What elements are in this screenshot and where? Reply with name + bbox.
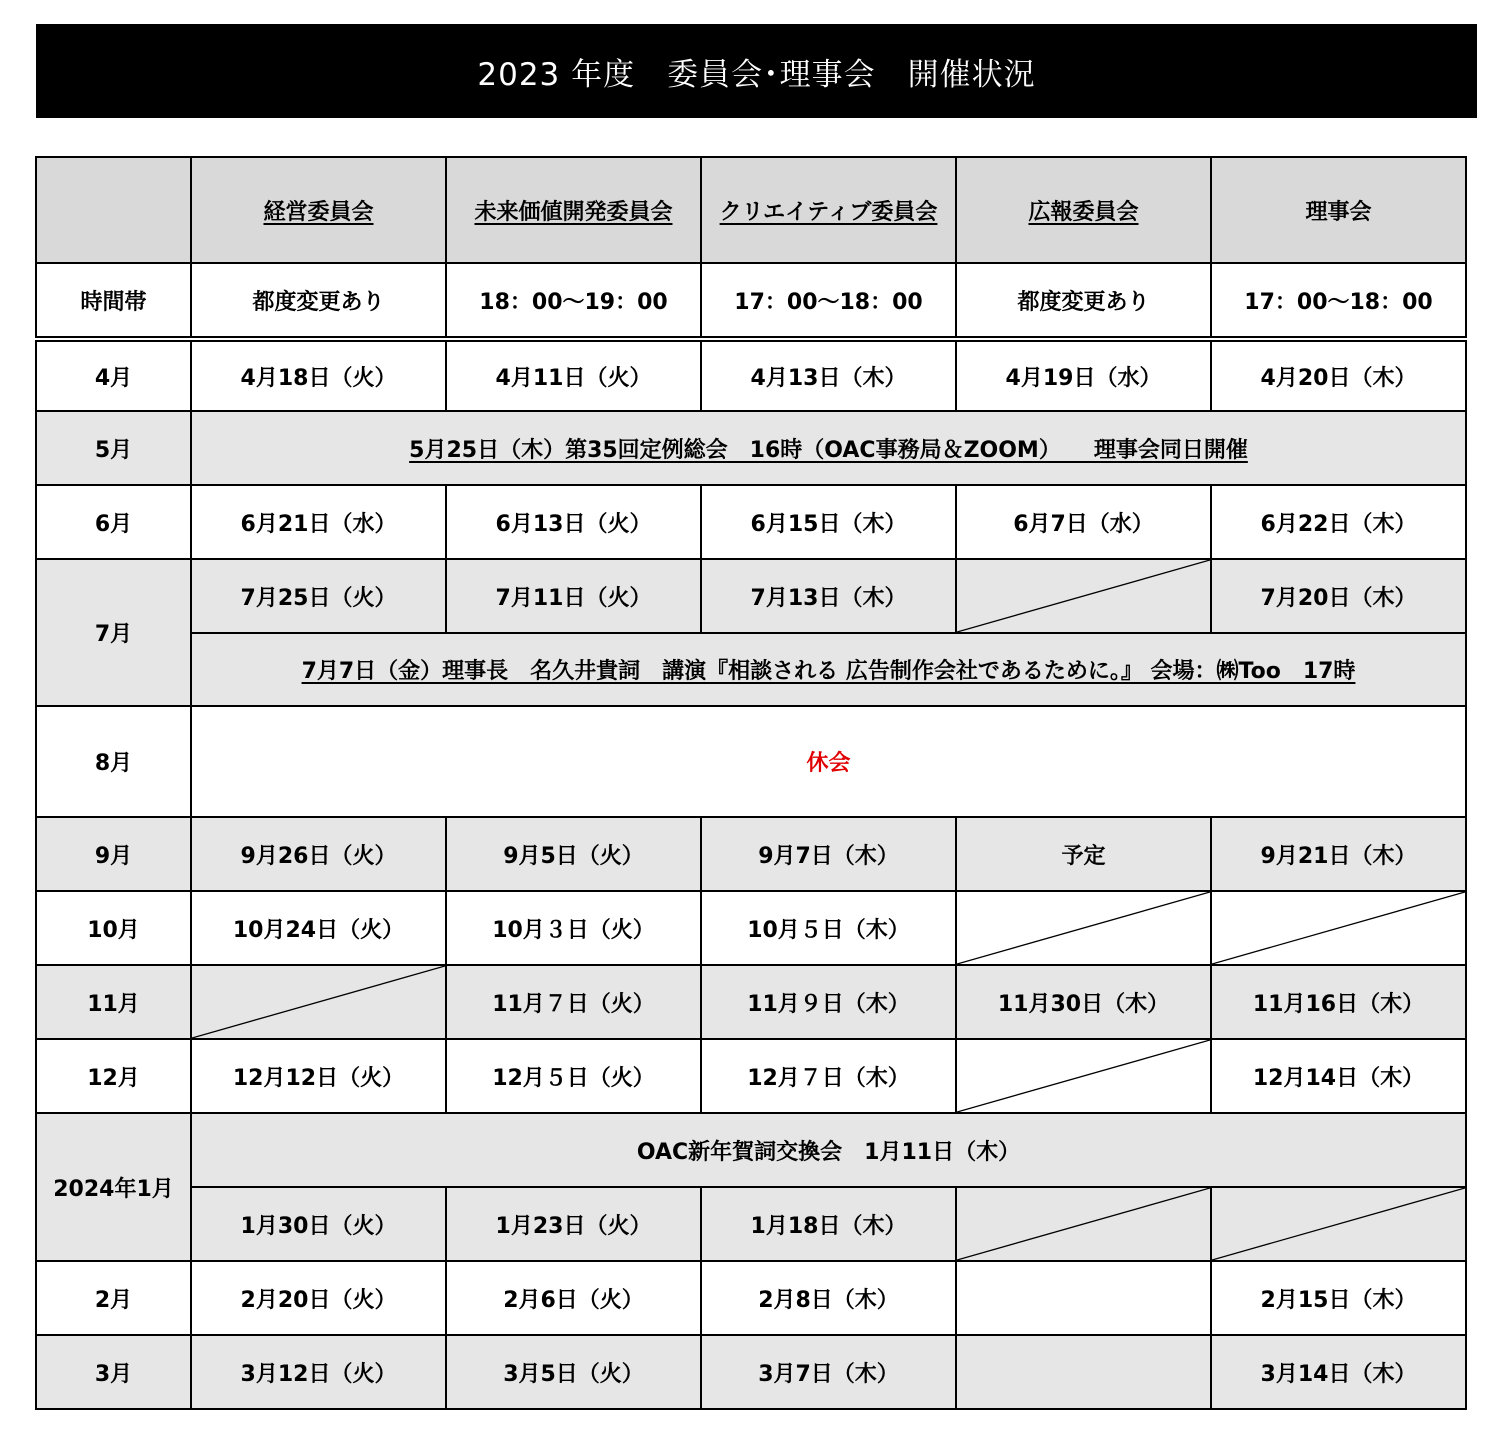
date-cell: 1月18日（木）	[701, 1187, 956, 1261]
date-cell: 11月９日（木）	[701, 965, 956, 1039]
general-meeting-note: 5月25日（木）第35回定例総会 16時（OAC事務局＆ZOOM） 理事会同日開催	[191, 411, 1466, 485]
date-cell: 10月５日（木）	[701, 891, 956, 965]
month-label: 9月	[36, 817, 191, 891]
date-cell: 6月7日（水）	[956, 485, 1211, 559]
row-feb	[36, 1261, 1466, 1335]
month-label: 12月	[36, 1039, 191, 1113]
date-cell: 4月18日（火）	[191, 339, 446, 411]
corner-cell	[36, 157, 191, 263]
row-nov	[36, 965, 1466, 1039]
date-cell: 11月７日（火）	[446, 965, 701, 1039]
month-label: 11月	[36, 965, 191, 1039]
date-cell: 予定	[956, 817, 1211, 891]
header-creative: クリエイティブ委員会	[701, 157, 956, 263]
header-rijikai: 理事会	[1211, 157, 1466, 263]
date-cell: 12月５日（火）	[446, 1039, 701, 1113]
date-cell: 7月11日（火）	[446, 559, 701, 633]
row-jan-note	[36, 1113, 1466, 1187]
date-cell: 2月8日（木）	[701, 1261, 956, 1335]
row-jul-note	[36, 633, 1466, 706]
header-row	[36, 157, 1466, 263]
date-cell: 9月21日（木）	[1211, 817, 1466, 891]
date-cell: 12月12日（火）	[191, 1039, 446, 1113]
no-meeting-slash	[956, 1187, 1211, 1261]
date-cell: 2月6日（火）	[446, 1261, 701, 1335]
month-label: 2月	[36, 1261, 191, 1335]
date-cell: 10月24日（火）	[191, 891, 446, 965]
time-cell: 17：00〜18：00	[701, 263, 956, 339]
page-title: 2023 年度 委員会･理事会 開催状況	[36, 24, 1477, 118]
no-meeting-slash	[1211, 891, 1466, 965]
date-cell: 4月20日（木）	[1211, 339, 1466, 411]
time-row	[36, 263, 1466, 339]
time-cell: 都度変更あり	[191, 263, 446, 339]
date-cell: 7月20日（木）	[1211, 559, 1466, 633]
row-jan	[36, 1187, 1466, 1261]
header-mirai: 未来価値開発委員会	[446, 157, 701, 263]
date-cell: 4月13日（木）	[701, 339, 956, 411]
date-cell: 9月7日（木）	[701, 817, 956, 891]
date-cell: 3月14日（木）	[1211, 1335, 1466, 1409]
date-cell: 4月19日（水）	[956, 339, 1211, 411]
date-cell: 1月30日（火）	[191, 1187, 446, 1261]
date-cell: 3月5日（火）	[446, 1335, 701, 1409]
no-meeting-slash	[956, 891, 1211, 965]
header-keiei: 経営委員会	[191, 157, 446, 263]
month-label: 10月	[36, 891, 191, 965]
date-cell: 3月7日（木）	[701, 1335, 956, 1409]
date-cell: 7月25日（火）	[191, 559, 446, 633]
new-year-party-note: OAC新年賀詞交換会 1月11日（木）	[191, 1113, 1466, 1187]
empty-cell	[956, 1335, 1211, 1409]
row-may	[36, 411, 1466, 485]
row-sep	[36, 817, 1466, 891]
header-kouhou: 広報委員会	[956, 157, 1211, 263]
date-cell: 10月３日（火）	[446, 891, 701, 965]
date-cell: 11月30日（木）	[956, 965, 1211, 1039]
month-label: 2024年1月	[36, 1113, 191, 1261]
date-cell: 1月23日（火）	[446, 1187, 701, 1261]
month-label: 6月	[36, 485, 191, 559]
date-cell: 2月15日（木）	[1211, 1261, 1466, 1335]
date-cell: 12月14日（木）	[1211, 1039, 1466, 1113]
month-label: 7月	[36, 559, 191, 706]
row-dec	[36, 1039, 1466, 1113]
row-aug	[36, 706, 1466, 817]
row-oct	[36, 891, 1466, 965]
no-meeting-slash	[956, 559, 1211, 633]
date-cell: 4月11日（火）	[446, 339, 701, 411]
month-label: 5月	[36, 411, 191, 485]
recess-note: 休会	[191, 706, 1466, 817]
date-cell: 2月20日（火）	[191, 1261, 446, 1335]
month-label: 3月	[36, 1335, 191, 1409]
no-meeting-slash	[1211, 1187, 1466, 1261]
row-jul	[36, 559, 1466, 633]
no-meeting-slash	[956, 1039, 1211, 1113]
lecture-note: 7月7日（金）理事長 名久井貴詞 講演『相談される 広告制作会社であるために。』 会場：㈱Too 17時	[191, 633, 1466, 706]
date-cell: 9月26日（火）	[191, 817, 446, 891]
date-cell: 6月22日（木）	[1211, 485, 1466, 559]
time-cell: 18：00〜19：00	[446, 263, 701, 339]
month-label: 4月	[36, 339, 191, 411]
row-jun	[36, 485, 1466, 559]
date-cell: 9月5日（火）	[446, 817, 701, 891]
empty-cell	[956, 1261, 1211, 1335]
date-cell: 7月13日（木）	[701, 559, 956, 633]
date-cell: 6月15日（木）	[701, 485, 956, 559]
row-apr	[36, 339, 1466, 411]
schedule-table	[35, 156, 1467, 1410]
month-label: 8月	[36, 706, 191, 817]
time-cell: 都度変更あり	[956, 263, 1211, 339]
time-cell: 17：00〜18：00	[1211, 263, 1466, 339]
row-mar	[36, 1335, 1466, 1409]
date-cell: 12月７日（木）	[701, 1039, 956, 1113]
date-cell: 6月21日（水）	[191, 485, 446, 559]
date-cell: 6月13日（火）	[446, 485, 701, 559]
time-label: 時間帯	[36, 263, 191, 339]
date-cell: 11月16日（木）	[1211, 965, 1466, 1039]
date-cell: 3月12日（火）	[191, 1335, 446, 1409]
no-meeting-slash	[191, 965, 446, 1039]
